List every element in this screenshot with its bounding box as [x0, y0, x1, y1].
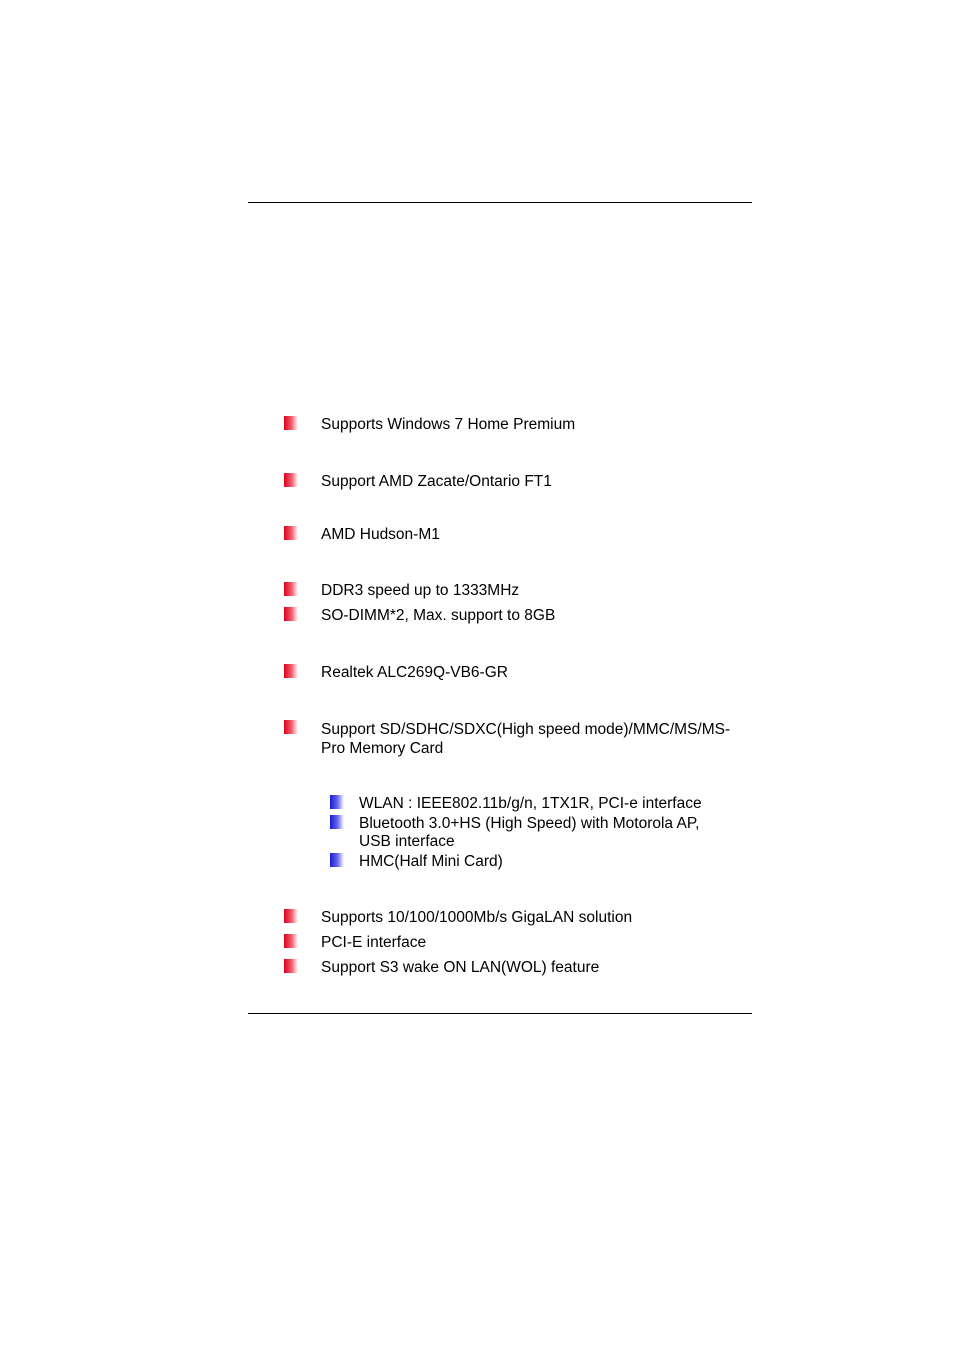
feature-text: Supports Windows 7 Home Premium: [321, 416, 576, 433]
feature-text: Bluetooth 3.0+HS (High Speed) with Motorola AP, USB interface: [359, 815, 700, 850]
red-square-bullet-icon: [284, 473, 298, 487]
red-square-bullet-icon: [284, 959, 298, 973]
feature-text: PCI-E interface: [321, 934, 427, 951]
feature-text: Realtek ALC269Q-VB6-GR: [321, 664, 508, 681]
feature-text: WLAN : IEEE802.11b/g/n, 1TX1R, PCI-e interface: [359, 795, 702, 812]
red-square-bullet-icon: [284, 664, 298, 678]
feature-text: Support S3 wake ON LAN(WOL) feature: [321, 959, 600, 976]
red-square-bullet-icon: [284, 720, 298, 734]
red-square-bullet-icon: [284, 934, 298, 948]
red-square-bullet-icon: [284, 909, 298, 923]
feature-text: Support AMD Zacate/Ontario FT1: [321, 473, 552, 490]
blue-square-bullet-icon: [330, 853, 344, 867]
bottom-rule: [248, 1013, 752, 1014]
feature-text: Supports 10/100/1000Mb/s GigaLAN solution: [321, 909, 633, 926]
red-square-bullet-icon: [284, 526, 298, 540]
feature-text: DDR3 speed up to 1333MHz: [321, 582, 520, 599]
feature-text: AMD Hudson-M1: [321, 526, 440, 543]
top-rule: [248, 202, 752, 203]
blue-square-bullet-icon: [330, 815, 344, 829]
feature-text: HMC(Half Mini Card): [359, 853, 503, 870]
red-square-bullet-icon: [284, 582, 298, 596]
feature-text: Support SD/SDHC/SDXC(High speed mode)/MMC/MS/MS-Pro Memory Card: [321, 721, 731, 757]
red-square-bullet-icon: [284, 416, 298, 430]
red-square-bullet-icon: [284, 607, 298, 621]
blue-square-bullet-icon: [330, 795, 344, 809]
feature-text: SO-DIMM*2, Max. support to 8GB: [321, 607, 556, 624]
